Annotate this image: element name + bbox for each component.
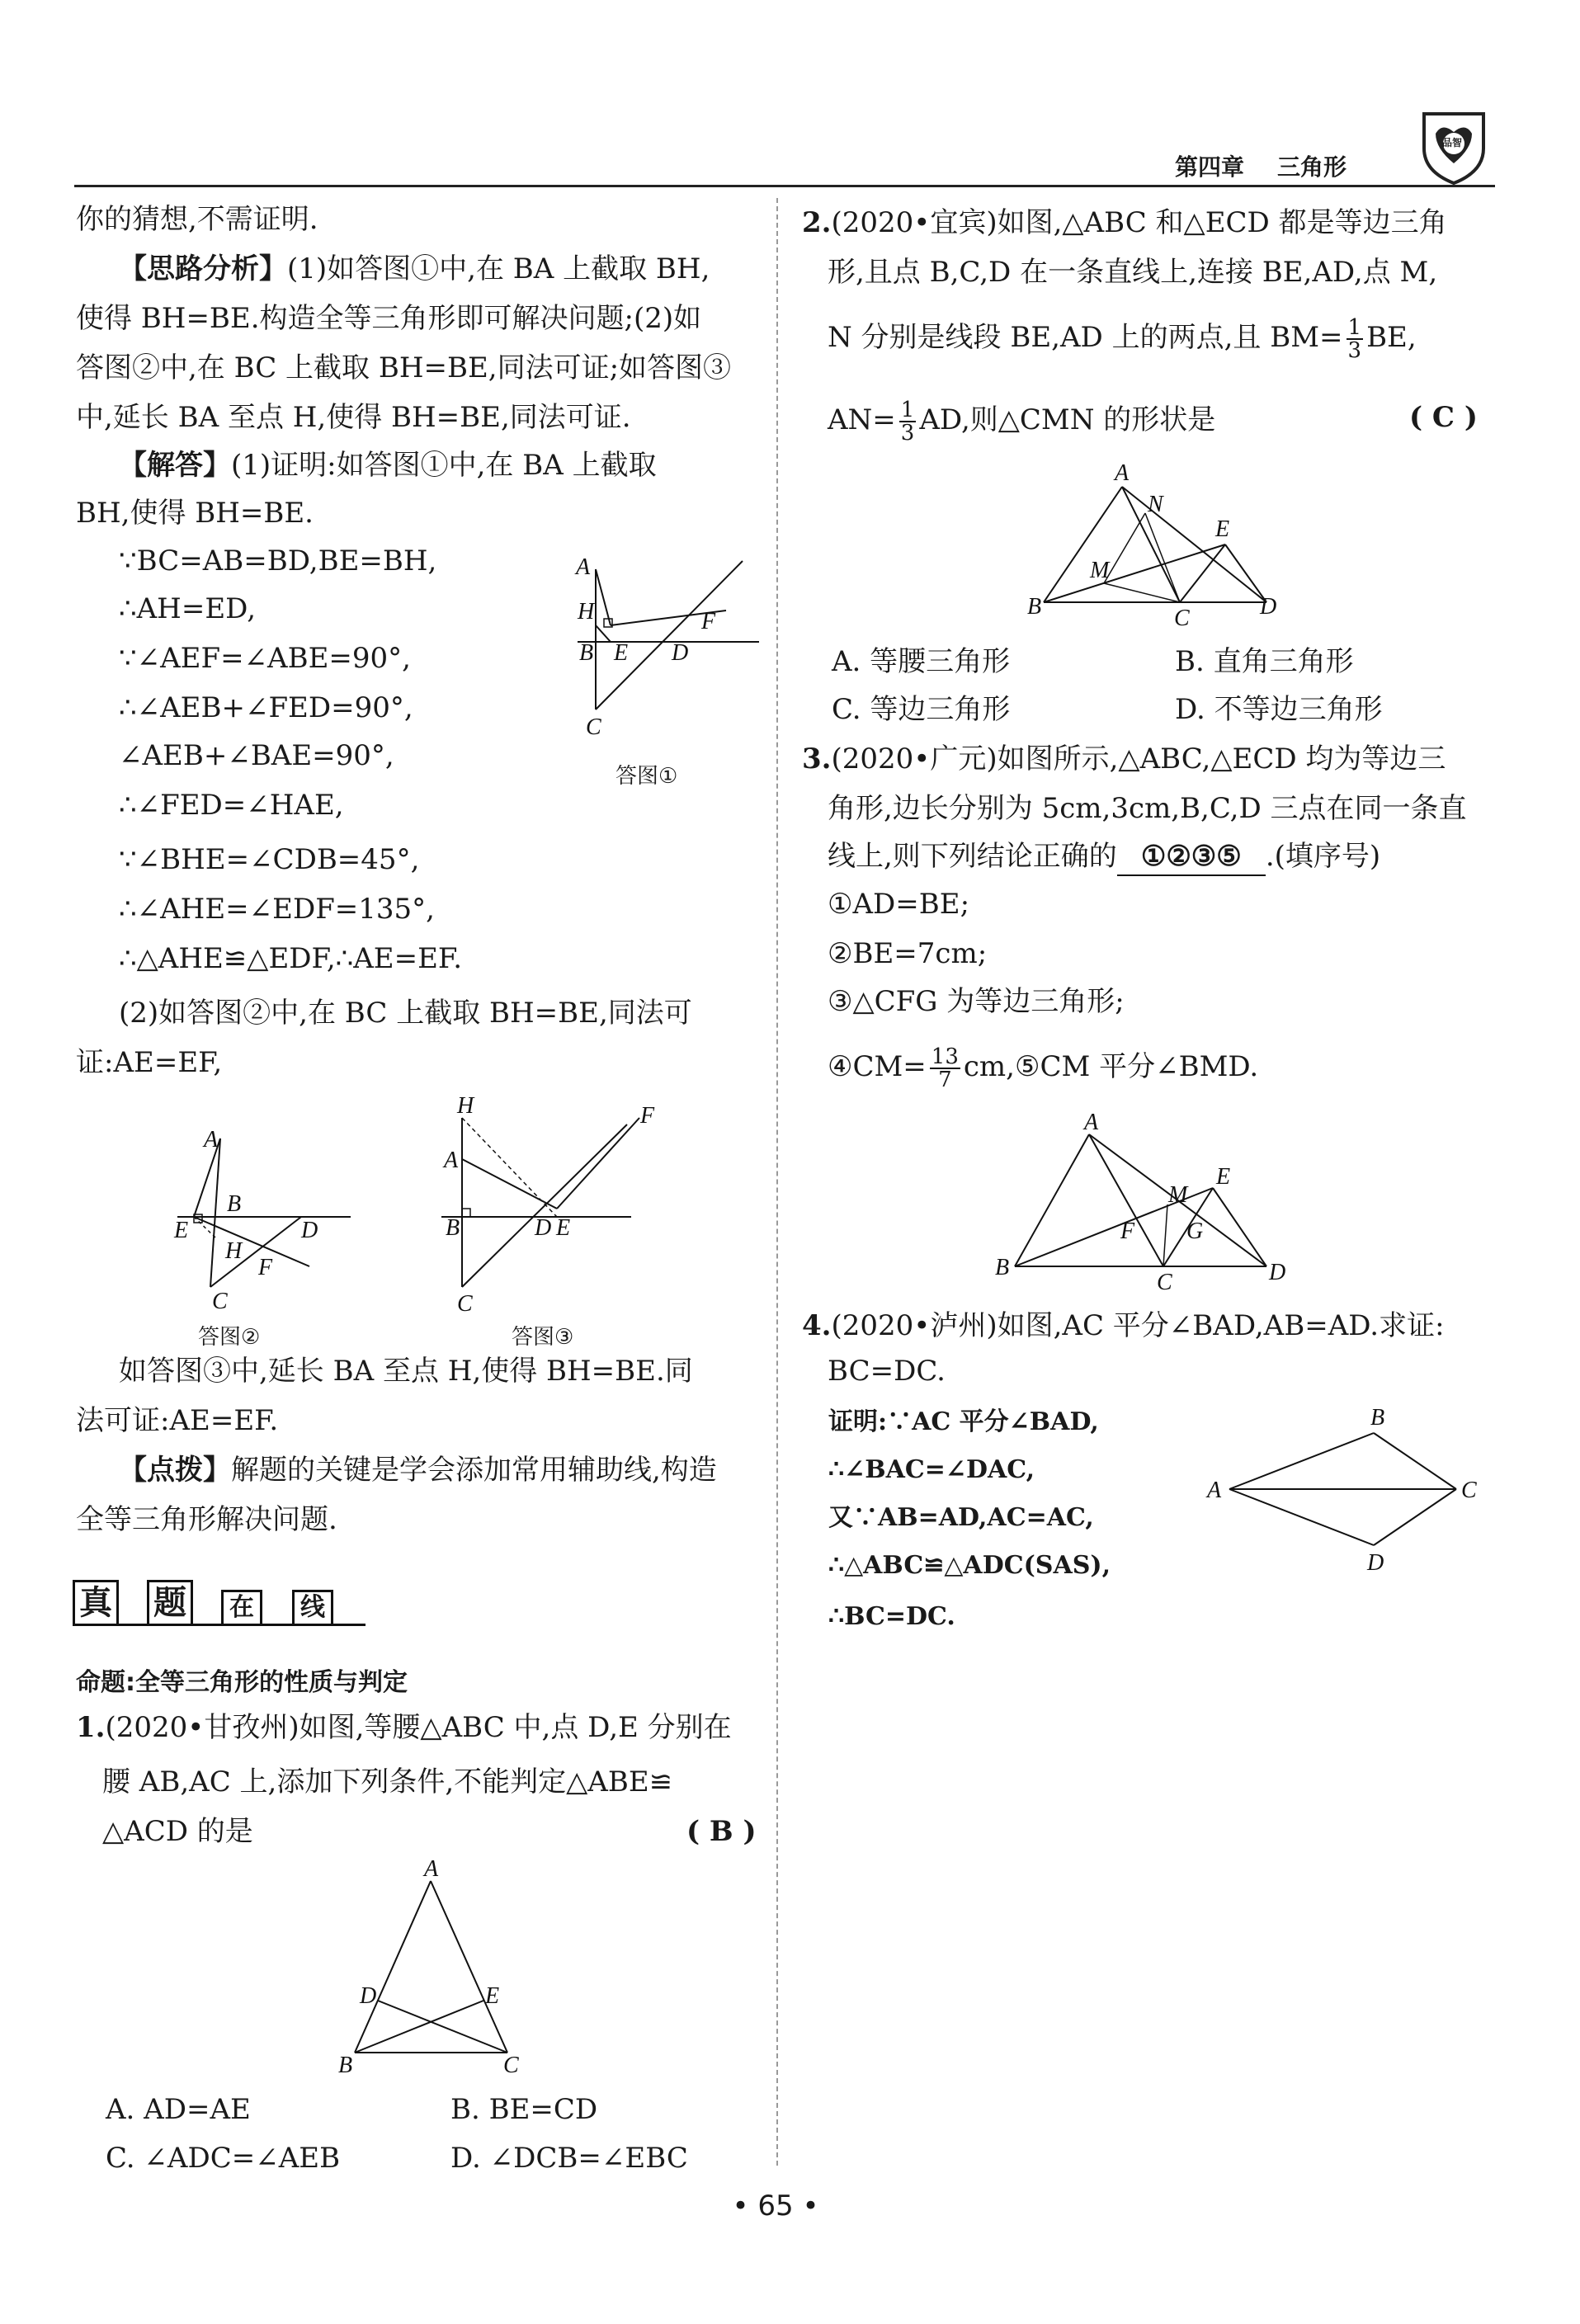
answer-bracket: ( C ) bbox=[1409, 401, 1478, 434]
svg-text:F: F bbox=[258, 1255, 273, 1280]
svg-text:M: M bbox=[1090, 558, 1110, 583]
text-line: 答图②中,在 BC 上截取 BH=BE,同法可证;如答图③ bbox=[76, 351, 732, 384]
proof-line: ∴∠BAC=∠DAC, bbox=[828, 1455, 1035, 1484]
fraction bbox=[930, 1046, 960, 1091]
section-title-char: 在 bbox=[221, 1590, 262, 1626]
svg-text:B: B bbox=[1370, 1405, 1385, 1431]
question-number: 2. bbox=[802, 206, 832, 239]
figure-2 bbox=[169, 1114, 359, 1320]
text-line: ④CM= bbox=[828, 1050, 927, 1083]
svg-text:A: A bbox=[444, 1148, 459, 1173]
option-line: ①AD=BE; bbox=[828, 888, 970, 921]
answer-bracket: ( B ) bbox=[686, 1815, 757, 1848]
figure-q3 bbox=[982, 1110, 1295, 1295]
column-divider bbox=[776, 198, 778, 2166]
svg-text:E: E bbox=[1216, 1164, 1231, 1190]
svg-text:N: N bbox=[1148, 492, 1163, 517]
section-title-bar bbox=[73, 1580, 366, 1626]
fraction-denominator: 7 bbox=[938, 1068, 952, 1092]
question-number: 4. bbox=[802, 1309, 832, 1342]
page-number bbox=[710, 2190, 842, 2223]
svg-text:E: E bbox=[174, 1218, 189, 1243]
text-line: 线上,则下列结论正确的 bbox=[828, 840, 1117, 873]
text-line: BH,使得 BH=BE. bbox=[76, 497, 314, 530]
analysis-tag: 【思路分析】 bbox=[119, 252, 287, 285]
text-line: 角形,边长分别为 5cm,3cm,B,C,D 三点在同一条直 bbox=[828, 792, 1467, 825]
proof-step: ∴∠AHE=∠EDF=135°, bbox=[119, 893, 435, 926]
svg-text:D: D bbox=[1260, 594, 1277, 620]
analysis-paragraph bbox=[119, 251, 710, 287]
q3-option-4 bbox=[828, 1046, 1258, 1091]
text-line: △ACD 的是 bbox=[102, 1815, 253, 1848]
tip-paragraph bbox=[119, 1452, 717, 1488]
text-line: (2020•广元)如图所示,△ABC,△ECD 均为等边三 bbox=[831, 742, 1446, 775]
page-dot: • bbox=[732, 2190, 749, 2223]
svg-text:C: C bbox=[503, 2053, 519, 2078]
question-4 bbox=[802, 1308, 1445, 1344]
text-line: 全等三角形解决问题. bbox=[76, 1503, 337, 1536]
q2-line-4 bbox=[828, 399, 1215, 444]
question-2 bbox=[802, 205, 1447, 241]
svg-text:D: D bbox=[1367, 1550, 1384, 1576]
text-line: BC=DC. bbox=[828, 1355, 946, 1388]
q2-choice-b: B. 直角三角形 bbox=[1175, 645, 1354, 678]
svg-text:B: B bbox=[1027, 594, 1042, 620]
text-line: (2020•泸州)如图,AC 平分∠BAD,AB=AD.求证: bbox=[831, 1309, 1445, 1342]
answer-tag: 【解答】 bbox=[119, 449, 231, 482]
fraction-numerator: 13 bbox=[931, 1044, 959, 1069]
fill-blank-answer: ①②③⑤ bbox=[1117, 838, 1266, 876]
svg-text:A: A bbox=[1084, 1110, 1099, 1135]
svg-text:H: H bbox=[578, 599, 595, 625]
text-line: N 分别是线段 BE,AD 上的两点,且 BM= bbox=[828, 321, 1343, 354]
svg-text:A: A bbox=[576, 554, 591, 580]
svg-text:F: F bbox=[1120, 1219, 1135, 1244]
text-line: (2020•宜宾)如图,△ABC 和△ECD 都是等边三角 bbox=[831, 206, 1447, 239]
figure-3-caption: 答图③ bbox=[512, 1325, 574, 1350]
figure-1 bbox=[569, 528, 767, 767]
svg-text:B: B bbox=[446, 1215, 460, 1241]
q1-choice-b: B. BE=CD bbox=[450, 2093, 598, 2126]
q2-choice-c: C. 等边三角形 bbox=[832, 693, 1011, 726]
svg-text:B: B bbox=[579, 640, 594, 666]
svg-text:B: B bbox=[227, 1191, 242, 1217]
fraction bbox=[1347, 317, 1364, 361]
page-number-value: 65 bbox=[757, 2190, 794, 2223]
section-label: 三角形 bbox=[1277, 153, 1347, 181]
q2-choice-d: D. 不等边三角形 bbox=[1175, 693, 1383, 726]
svg-text:M: M bbox=[1168, 1182, 1188, 1208]
proof-line: ∴BC=DC. bbox=[828, 1602, 955, 1631]
text-line: 解题的关键是学会添加常用辅助线,构造 bbox=[231, 1454, 717, 1487]
svg-text:B: B bbox=[338, 2053, 353, 2078]
svg-text:A: A bbox=[1115, 462, 1130, 486]
q1-choice-d: D. ∠DCB=∠EBC bbox=[450, 2142, 688, 2175]
header-logo bbox=[1417, 106, 1490, 185]
q1-choice-a: A. AD=AE bbox=[106, 2093, 251, 2126]
topic-heading: 命题:全等三角形的性质与判定 bbox=[76, 1668, 408, 1697]
text-line: (2020•甘孜州)如图,等腰△ABC 中,点 D,E 分别在 bbox=[105, 1711, 732, 1744]
section-title-char: 线 bbox=[292, 1590, 333, 1626]
text-line: .(填序号) bbox=[1265, 840, 1381, 873]
svg-text:F: F bbox=[701, 609, 716, 634]
question-3 bbox=[802, 741, 1446, 777]
proof-line: 证明:∵AC 平分∠BAD, bbox=[828, 1407, 1099, 1436]
text-line: (2)如答图②中,在 BC 上截取 BH=BE,同法可 bbox=[119, 997, 692, 1030]
proof-step: ∴∠AEB+∠FED=90°, bbox=[119, 691, 413, 724]
proof-step: ∵∠BHE=∠CDB=45°, bbox=[119, 843, 420, 876]
text-line: cm,⑤CM 平分∠BMD. bbox=[963, 1050, 1259, 1083]
svg-text:C: C bbox=[457, 1291, 473, 1317]
question-number: 1. bbox=[76, 1711, 106, 1744]
fraction-denominator: 3 bbox=[1347, 338, 1362, 363]
logo-text: 品智 bbox=[1442, 137, 1463, 148]
text-line: 中,延长 BA 至点 H,使得 BH=BE,同法可证. bbox=[76, 401, 631, 434]
svg-text:E: E bbox=[556, 1215, 571, 1241]
proof-step: ∠AEB+∠BAE=90°, bbox=[119, 739, 394, 772]
proof-line: 又∵AB=AD,AC=AC, bbox=[828, 1503, 1094, 1532]
svg-text:A: A bbox=[424, 1856, 439, 1882]
text-line: 你的猜想,不需证明. bbox=[76, 203, 318, 236]
svg-text:G: G bbox=[1186, 1219, 1204, 1244]
figure-3 bbox=[429, 1093, 668, 1320]
svg-text:B: B bbox=[995, 1255, 1010, 1280]
text-line: 法可证:AE=EF. bbox=[76, 1404, 279, 1437]
proof-step: ∵∠AEF=∠ABE=90°, bbox=[119, 642, 411, 675]
option-line: ③△CFG 为等边三角形; bbox=[828, 985, 1125, 1018]
text-line: 证:AE=EF, bbox=[76, 1046, 223, 1079]
fraction-numerator: 1 bbox=[900, 398, 915, 422]
svg-text:D: D bbox=[1269, 1260, 1286, 1285]
figure-1-caption: 答图① bbox=[615, 764, 678, 789]
proof-step: ∴∠FED=∠HAE, bbox=[119, 789, 344, 822]
question-number: 3. bbox=[802, 742, 832, 775]
figure-q1 bbox=[330, 1856, 545, 2087]
text-line: 腰 AB,AC 上,添加下列条件,不能判定△ABE≌ bbox=[102, 1765, 673, 1798]
text-line: (1)证明:如答图①中,在 BA 上截取 bbox=[231, 449, 657, 482]
svg-text:E: E bbox=[1215, 516, 1230, 542]
fraction bbox=[899, 399, 917, 444]
figure-2-caption: 答图② bbox=[198, 1325, 261, 1350]
fraction-numerator: 1 bbox=[1347, 315, 1362, 340]
svg-text:C: C bbox=[212, 1289, 228, 1314]
text-line: AN= bbox=[828, 403, 896, 436]
svg-text:C: C bbox=[1174, 606, 1190, 627]
figure-q2 bbox=[1027, 462, 1291, 627]
svg-text:C: C bbox=[1157, 1270, 1172, 1295]
svg-text:D: D bbox=[360, 1983, 377, 2009]
q2-choice-a: A. 等腰三角形 bbox=[832, 645, 1011, 678]
fraction-denominator: 3 bbox=[900, 421, 915, 445]
svg-text:D: D bbox=[535, 1215, 552, 1241]
text-line: (1)如答图①中,在 BA 上截取 BH, bbox=[287, 252, 710, 285]
proof-step: ∵BC=AB=BD,BE=BH, bbox=[119, 544, 437, 577]
svg-text:C: C bbox=[586, 714, 601, 740]
q1-choice-c: C. ∠ADC=∠AEB bbox=[106, 2142, 341, 2175]
question-1 bbox=[76, 1709, 732, 1746]
chapter-label: 第四章 bbox=[1175, 153, 1245, 181]
svg-text:E: E bbox=[614, 640, 629, 666]
svg-text:A: A bbox=[1207, 1478, 1222, 1503]
text-line: 使得 BH=BE.构造全等三角形即可解决问题;(2)如 bbox=[76, 302, 702, 335]
proof-step: ∴△AHE≌△EDF,∴AE=EF. bbox=[119, 942, 463, 975]
section-title-char: 真 bbox=[73, 1580, 119, 1626]
text-line: AD,则△CMN 的形状是 bbox=[919, 403, 1216, 436]
svg-text:H: H bbox=[225, 1238, 243, 1264]
page-dot: • bbox=[802, 2190, 819, 2223]
svg-text:E: E bbox=[485, 1983, 500, 2009]
proof-step: ∴AH=ED, bbox=[119, 592, 256, 625]
tip-tag: 【点拨】 bbox=[119, 1454, 231, 1487]
text-line: 形,且点 B,C,D 在一条直线上,连接 BE,AD,点 M, bbox=[828, 256, 1438, 289]
svg-text:D: D bbox=[672, 640, 689, 666]
header-rule bbox=[74, 185, 1495, 187]
figure-q4 bbox=[1200, 1398, 1489, 1588]
svg-text:H: H bbox=[457, 1093, 474, 1119]
text-line: 如答图③中,延长 BA 至点 H,使得 BH=BE.同 bbox=[119, 1355, 693, 1388]
text-line: BE, bbox=[1366, 321, 1417, 354]
svg-text:D: D bbox=[301, 1218, 318, 1243]
section-title-char: 题 bbox=[147, 1580, 193, 1626]
q2-line-3 bbox=[828, 317, 1417, 361]
svg-text:F: F bbox=[640, 1103, 655, 1129]
q3-line-3 bbox=[828, 838, 1380, 876]
answer-paragraph bbox=[119, 447, 657, 483]
svg-text:A: A bbox=[204, 1127, 219, 1153]
proof-line: ∴△ABC≌△ADC(SAS), bbox=[828, 1551, 1111, 1580]
option-line: ②BE=7cm; bbox=[828, 937, 988, 970]
svg-text:C: C bbox=[1461, 1478, 1477, 1503]
